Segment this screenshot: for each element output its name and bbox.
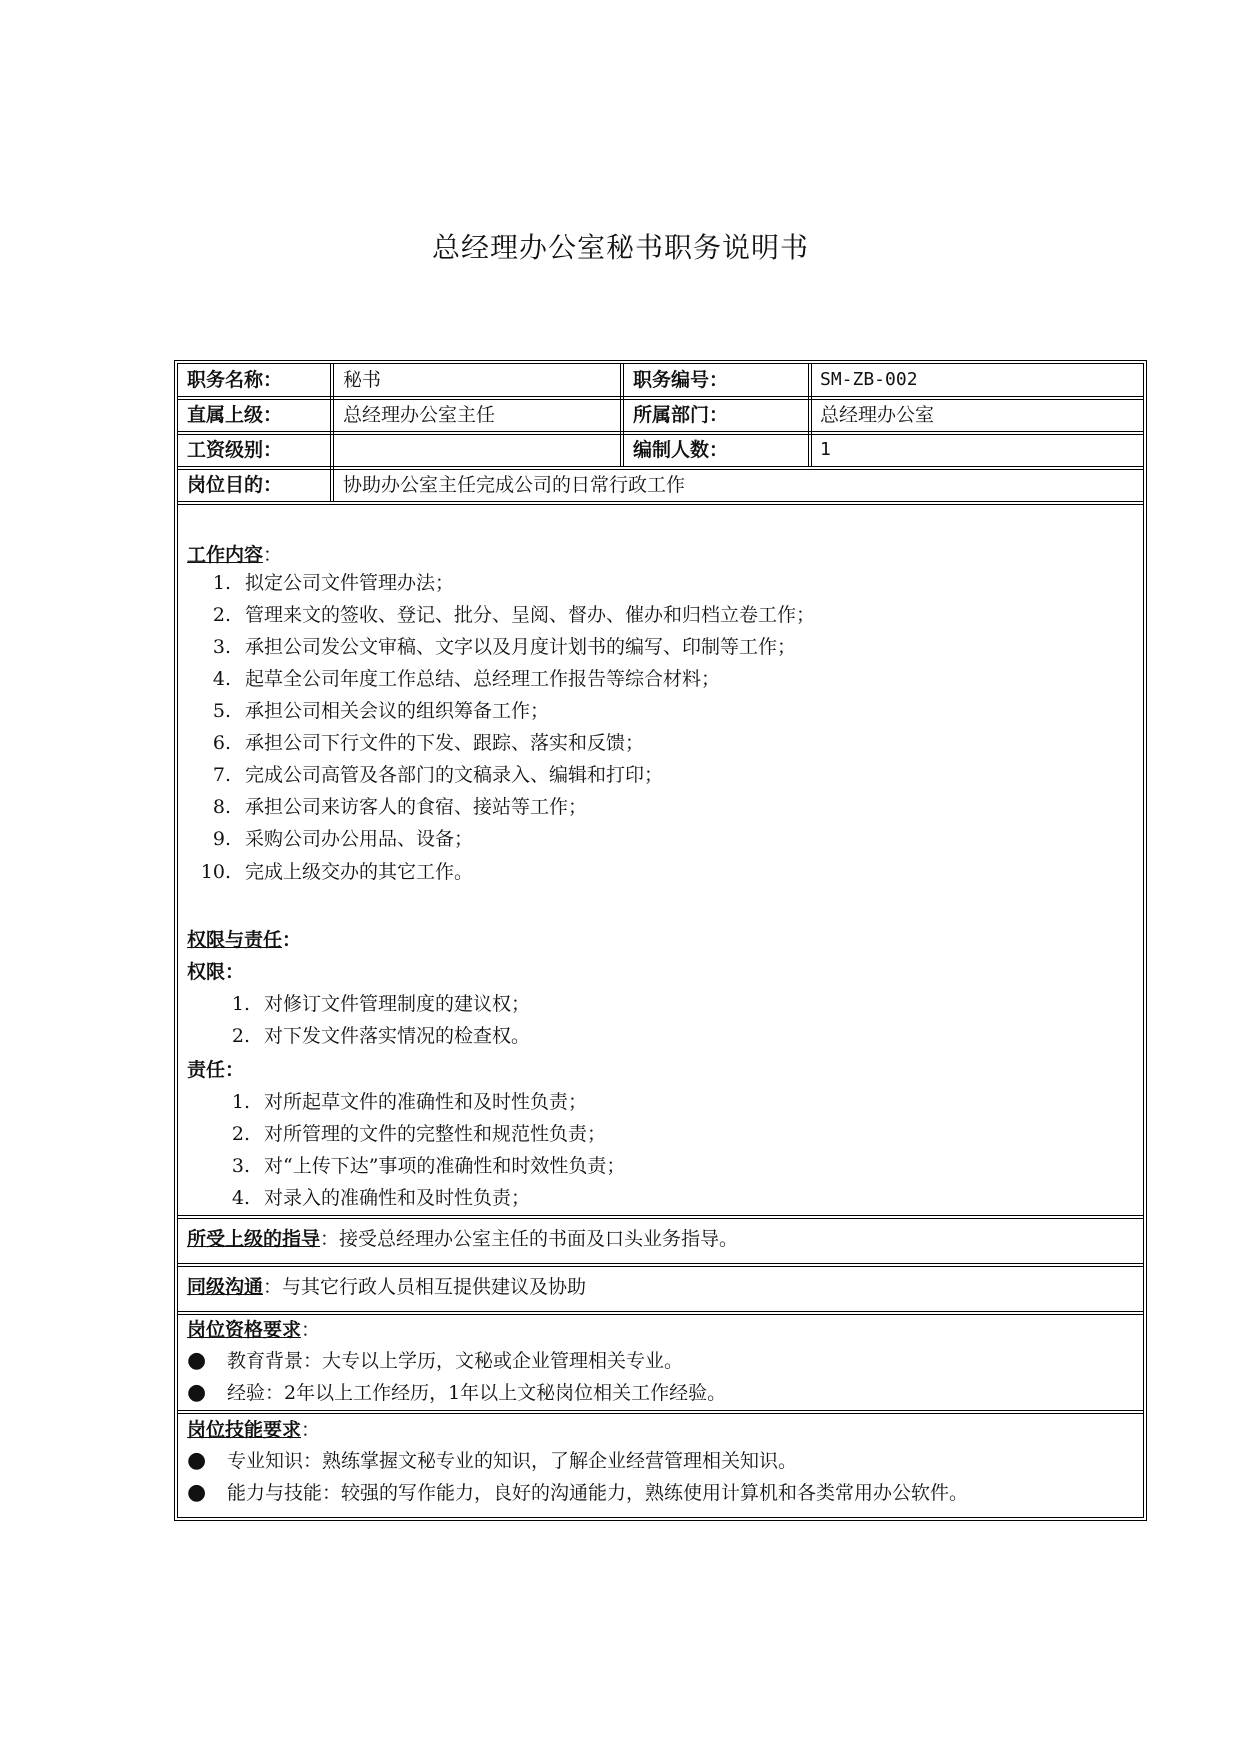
col-divider (620, 363, 621, 467)
authority-item: 2. 对下发文件落实情况的检查权。 (231, 1025, 531, 1047)
skills-item: ● 专业知识：熟练掌握文秘专业的知识，了解企业经营管理相关知识。 (187, 1448, 798, 1473)
row-divider (177, 504, 1144, 505)
work-item: 8. 承担公司来访客人的食宿、接站等工作； (212, 796, 588, 818)
col-divider (333, 363, 334, 502)
work-item: 4. 起草全公司年度工作总结、总经理工作报告等综合材料； (212, 668, 721, 690)
row-divider (177, 1413, 1144, 1414)
authority-label: 权限： (187, 961, 245, 983)
work-item: 10. 完成上级交办的其它工作。 (200, 861, 474, 883)
row-divider (177, 469, 1144, 470)
supervisor-label: 直属上级： (187, 404, 283, 426)
responsibility-item: 1. 对所起草文件的准确性和及时性负责； (231, 1091, 588, 1113)
qualification-item: ● 教育背景：大专以上学历，文秘或企业管理相关专业。 (187, 1348, 684, 1373)
headcount-label: 编制人数： (633, 439, 729, 461)
purpose-value: 协助办公室主任完成公司的日常行政工作 (343, 474, 686, 496)
row-divider (177, 1314, 1144, 1315)
salary-grade-label: 工资级别： (187, 439, 283, 461)
row-divider (177, 396, 1144, 397)
row-divider (177, 399, 1144, 400)
row-divider (177, 1311, 1144, 1312)
bullet-icon: ● (187, 1348, 207, 1373)
row-divider (177, 1263, 1144, 1264)
responsibility-item: 4. 对录入的准确性和及时性负责； (231, 1187, 531, 1209)
work-content-heading: 工作内容： (187, 544, 283, 566)
responsibility-item: 2. 对所管理的文件的完整性和规范性负责； (231, 1123, 607, 1145)
col-divider (811, 363, 812, 467)
work-item: 7. 完成公司高管及各部门的文稿录入、编辑和打印； (212, 764, 664, 786)
department-value: 总经理办公室 (820, 404, 935, 426)
row-divider (177, 501, 1144, 502)
document-title: 总经理办公室秘书职务说明书 (431, 231, 809, 264)
job-title-value: 秘书 (343, 369, 382, 391)
job-code-label: 职务编号： (633, 369, 729, 391)
qualification-item: ● 经验：2年以上工作经历，1年以上文秘岗位相关工作经验。 (187, 1380, 727, 1405)
row-divider (177, 1410, 1144, 1411)
row-divider (177, 1266, 1144, 1267)
authority-item: 1. 对修订文件管理制度的建议权； (231, 993, 531, 1015)
skills-item: ● 能力与技能：较强的写作能力，良好的沟通能力，熟练使用计算机和各类常用办公软件。 (187, 1480, 969, 1505)
job-title-label: 职务名称： (187, 369, 283, 391)
work-item: 5. 承担公司相关会议的组织筹备工作； (212, 700, 550, 722)
work-item: 2. 管理来文的签收、登记、批分、呈阅、督办、催办和归档立卷工作； (212, 604, 816, 626)
row-divider (177, 466, 1144, 467)
row-divider (177, 1218, 1144, 1219)
department-label: 所属部门： (633, 404, 729, 426)
purpose-label: 岗位目的： (187, 474, 283, 496)
guidance-row: 所受上级的指导：接受总经理办公室主任的书面及口头业务指导。 (187, 1228, 739, 1250)
bullet-icon: ● (187, 1480, 207, 1505)
work-item: 9. 采购公司办公用品、设备； (212, 828, 474, 850)
row-divider (177, 431, 1144, 432)
authority-responsibility-heading: 权限与责任： (187, 929, 302, 951)
table-inner-border (177, 363, 1144, 1518)
job-code-value: SM-ZB-002 (820, 369, 918, 390)
bullet-icon: ● (187, 1448, 207, 1473)
qualification-heading: 岗位资格要求： (187, 1319, 321, 1341)
headcount-value: 1 (820, 439, 831, 460)
bullet-icon: ● (187, 1380, 207, 1405)
row-divider (177, 1215, 1144, 1216)
peer-communication-row: 同级沟通：与其它行政人员相互提供建议及协助 (187, 1276, 587, 1298)
skills-heading: 岗位技能要求： (187, 1419, 321, 1441)
supervisor-value: 总经理办公室主任 (343, 404, 496, 426)
responsibility-label: 责任： (187, 1059, 245, 1081)
col-divider (623, 363, 624, 467)
work-item: 6. 承担公司下行文件的下发、跟踪、落实和反馈； (212, 732, 645, 754)
responsibility-item: 3. 对“上传下达”事项的准确性和时效性负责； (231, 1155, 626, 1177)
guidance-label: 所受上级的指导 (187, 1228, 321, 1250)
col-divider (808, 363, 809, 467)
peer-communication-label: 同级沟通 (187, 1276, 264, 1298)
row-divider (177, 434, 1144, 435)
col-divider (330, 363, 331, 502)
work-item: 1. 拟定公司文件管理办法； (212, 572, 455, 594)
work-item: 3. 承担公司发公文审稿、文字以及月度计划书的编写、印制等工作； (212, 636, 797, 658)
